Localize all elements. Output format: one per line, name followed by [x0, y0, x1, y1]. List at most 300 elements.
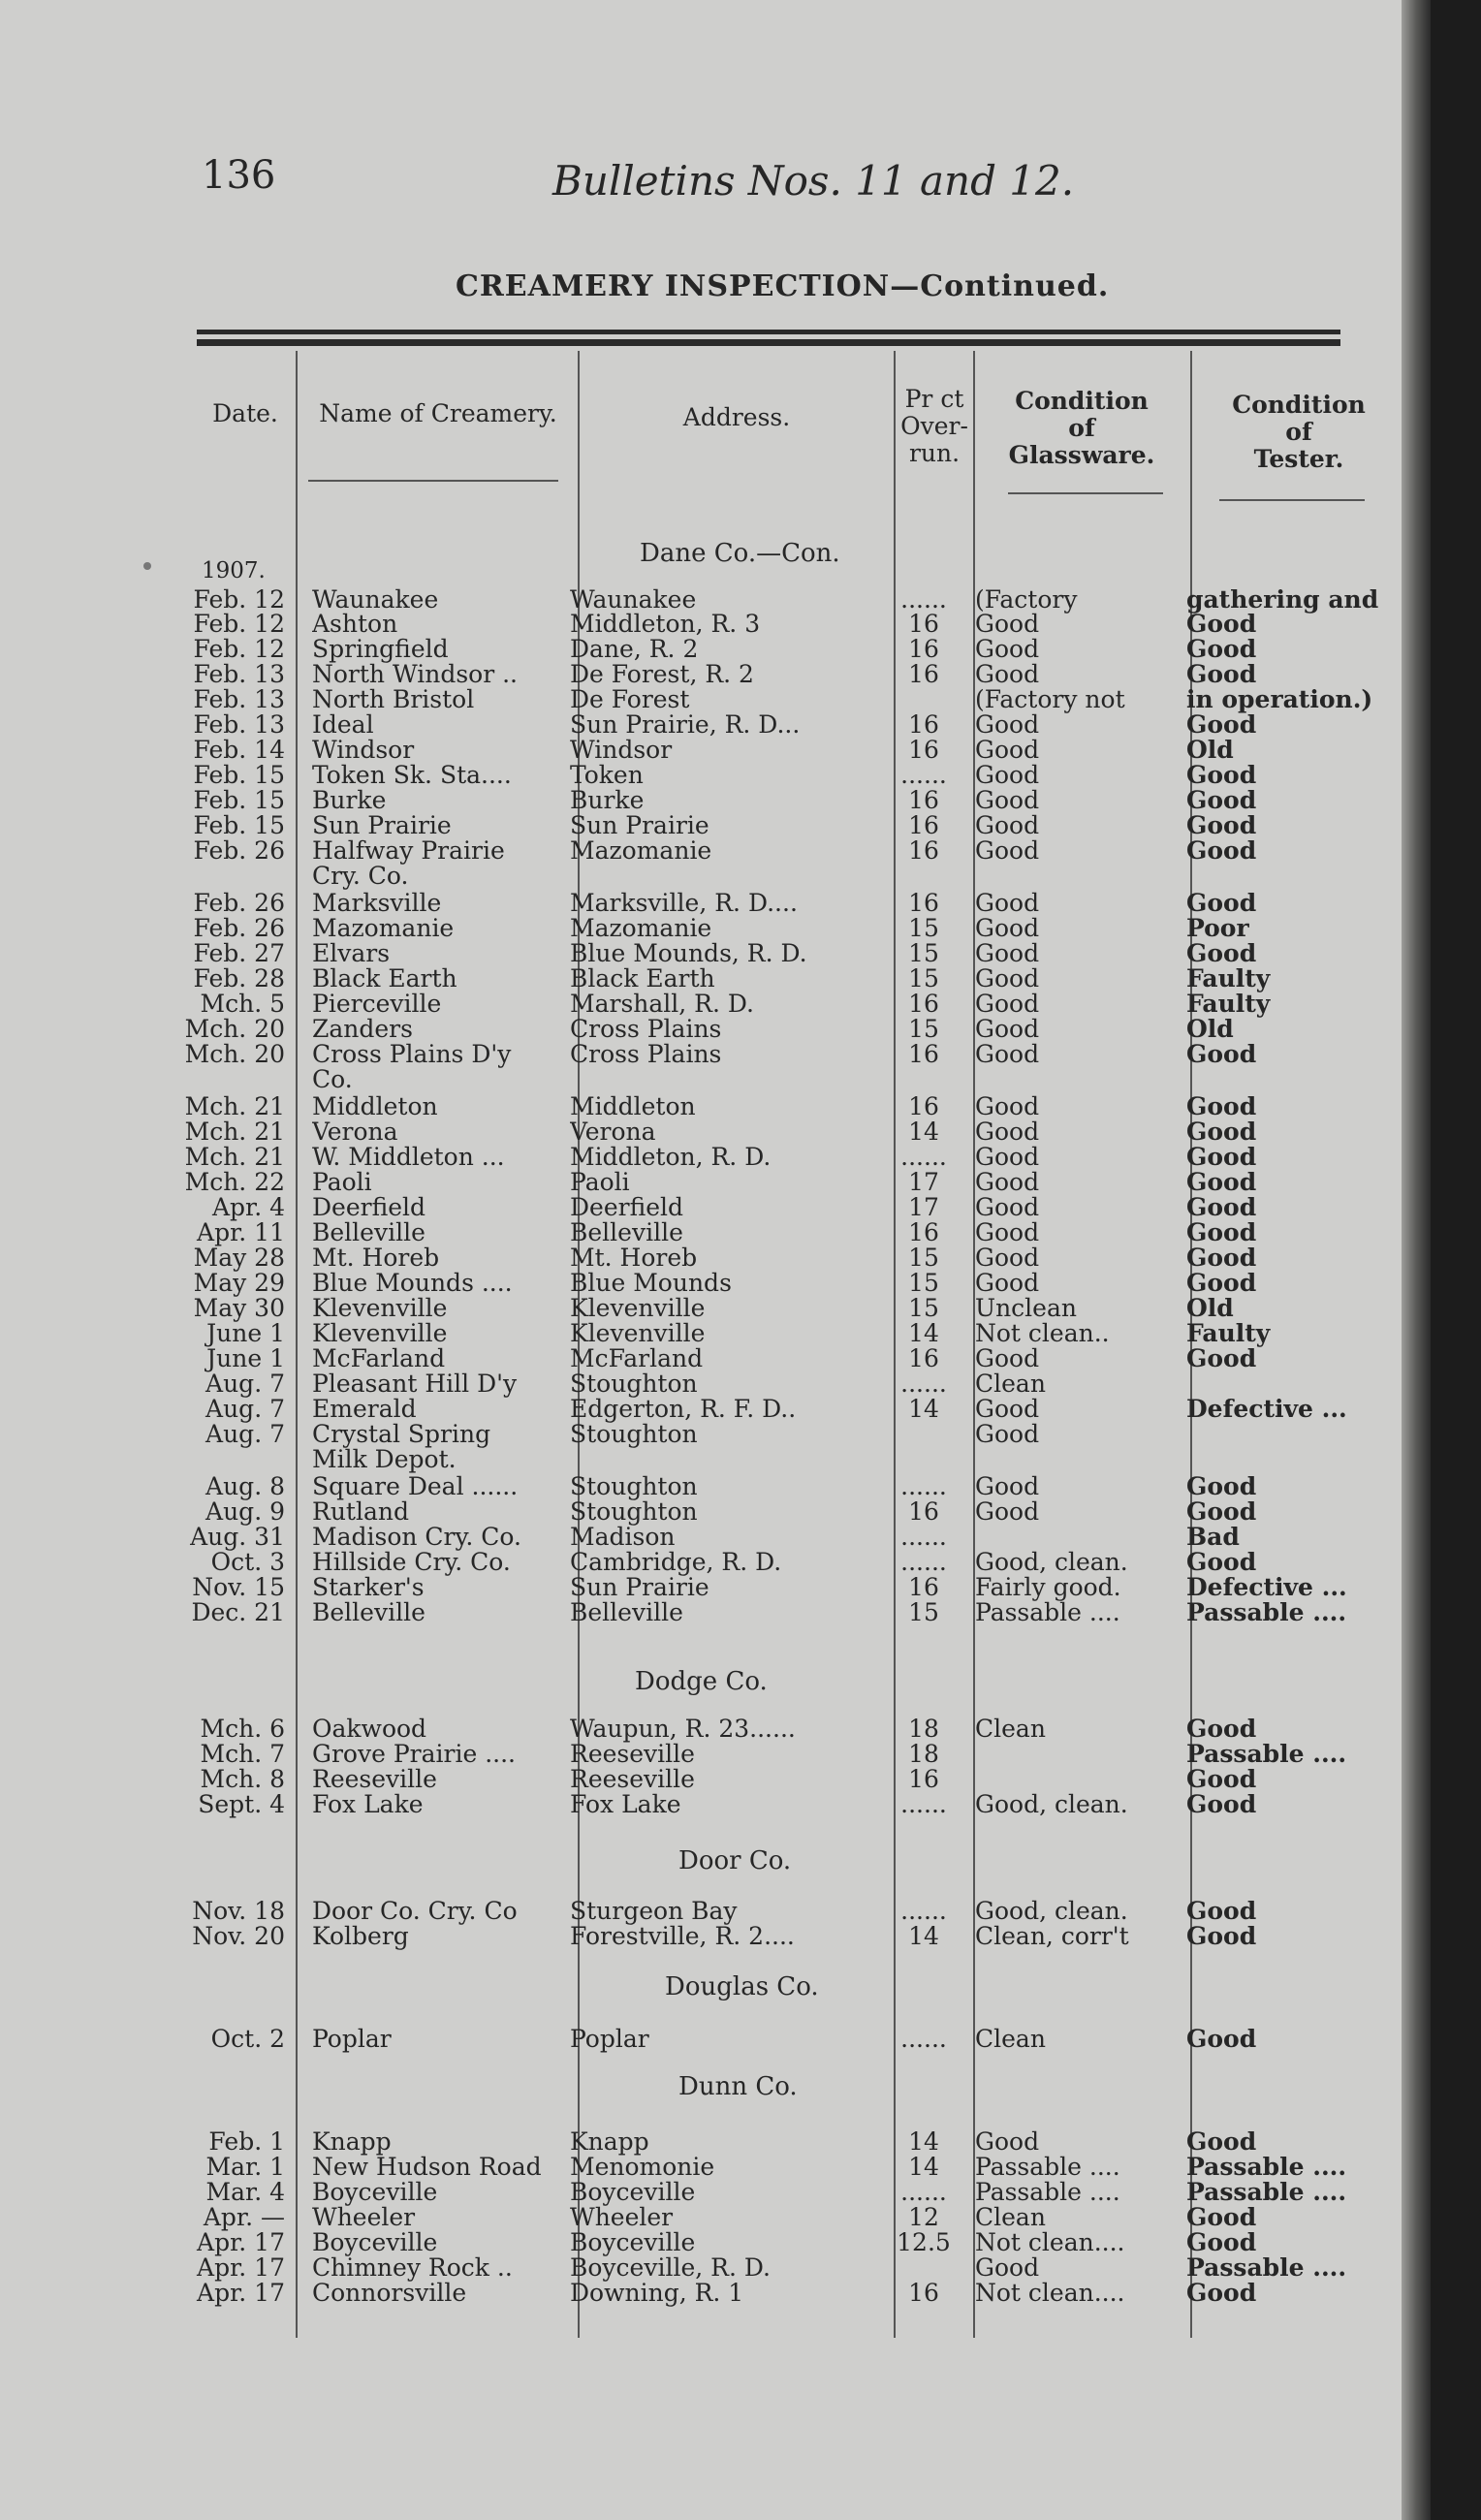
row-creamery-name: Springfield: [312, 636, 449, 663]
row-tester-condition: Good: [1186, 2229, 1257, 2256]
row-tester-condition: Good: [1186, 1118, 1257, 1146]
header-glassware-line: of: [1068, 414, 1095, 442]
row-glassware-condition: Clean: [975, 1716, 1046, 1743]
row-tester-condition: Good: [1186, 1716, 1257, 1743]
row-overrun: 16: [908, 836, 939, 865]
row-address: Boyceville, R. D.: [570, 2254, 771, 2282]
row-glassware-condition: Good: [975, 1169, 1040, 1196]
row-tester-condition: gathering and: [1186, 586, 1379, 614]
row-address: De Forest, R. 2: [570, 661, 754, 688]
row-glassware-condition: Not clean..: [975, 1320, 1110, 1347]
county-heading: Dunn Co.: [678, 2072, 798, 2101]
row-address: Reeseville: [570, 1766, 695, 1793]
row-address: Waunakee: [570, 586, 697, 614]
row-overrun: 16: [908, 2279, 939, 2307]
row-date: Mch. 22: [184, 1168, 285, 1196]
row-creamery-name: Connorsville: [312, 2280, 467, 2307]
row-creamery-name: Deerfield: [312, 1194, 426, 1221]
row-overrun: 16: [908, 736, 939, 764]
row-tester-condition: Good: [1186, 1144, 1257, 1171]
row-address: Sun Prairie: [570, 1574, 709, 1601]
row-glassware-condition: Good: [975, 711, 1040, 739]
row-creamery-name: Middleton: [312, 1093, 438, 1120]
header-overrun-line: run.: [908, 439, 961, 467]
row-tester-condition: Faulty: [1186, 991, 1271, 1018]
row-tester-condition: Passable ....: [1186, 1741, 1347, 1768]
row-date: June 1: [206, 1319, 285, 1347]
row-glassware-condition: Good: [975, 611, 1040, 638]
row-overrun: ......: [900, 2025, 947, 2053]
row-creamery-name: Oakwood: [312, 1716, 427, 1743]
row-date: Oct. 2: [210, 2025, 285, 2053]
row-creamery-name: Crystal Spring: [312, 1421, 491, 1448]
row-creamery-name: Reeseville: [312, 1766, 437, 1793]
row-creamery-name: Co.: [312, 1066, 353, 1093]
row-overrun: 16: [908, 660, 939, 688]
row-creamery-name: McFarland: [312, 1345, 446, 1372]
row-date: Feb. 12: [193, 610, 285, 638]
row-creamery-name: Ashton: [312, 611, 398, 638]
row-tester-condition: Passable ....: [1186, 2154, 1347, 2181]
row-glassware-condition: Good: [975, 2128, 1040, 2156]
row-address: Stoughton: [570, 1370, 698, 1398]
row-address: Verona: [570, 1118, 656, 1146]
row-creamery-name: Wheeler: [312, 2204, 416, 2231]
row-tester-condition: Good: [1186, 1791, 1257, 1818]
row-glassware-condition: Good: [975, 661, 1040, 688]
row-address: Klevenville: [570, 1320, 706, 1347]
row-overrun: 14: [908, 1319, 939, 1347]
row-date: Mch. 20: [184, 1015, 285, 1043]
row-date: Aug. 9: [205, 1497, 285, 1526]
row-glassware-condition: Good: [975, 1345, 1040, 1372]
row-date: Apr. 17: [197, 2279, 285, 2307]
row-tester-condition: Passable ....: [1186, 1599, 1347, 1626]
row-overrun: ......: [900, 1143, 947, 1171]
row-tester-condition: Good: [1186, 661, 1257, 688]
row-address: Sun Prairie, R. D...: [570, 711, 801, 739]
row-creamery-name: Kolberg: [312, 1923, 409, 1950]
row-overrun: 16: [908, 635, 939, 663]
row-tester-condition: Poor: [1186, 915, 1249, 942]
row-overrun: 15: [908, 914, 939, 942]
row-creamery-name: Poplar: [312, 2026, 392, 2053]
row-glassware-condition: Good: [975, 940, 1040, 967]
row-glassware-condition: Good: [975, 1016, 1040, 1043]
row-creamery-name: Mazomanie: [312, 915, 455, 942]
row-glassware-condition: Good: [975, 1473, 1040, 1500]
row-creamery-name: North Windsor ..: [312, 661, 518, 688]
row-overrun: 16: [908, 1344, 939, 1372]
county-heading: Dane Co.—Con.: [640, 539, 840, 568]
row-date: Apr. 11: [197, 1218, 285, 1246]
row-creamery-name: Pleasant Hill D'y: [312, 1370, 518, 1398]
row-creamery-name: Windsor: [312, 737, 415, 764]
page-number: 136: [202, 153, 276, 198]
row-creamery-name: Black Earth: [312, 965, 457, 992]
row-overrun: 15: [908, 1015, 939, 1043]
row-tester-condition: Good: [1186, 2026, 1257, 2053]
row-address: Belleville: [570, 1219, 683, 1246]
row-date: Nov. 15: [192, 1573, 285, 1601]
row-address: Middleton, R. D.: [570, 1144, 772, 1171]
row-address: Paoli: [570, 1169, 630, 1196]
row-date: Aug. 7: [205, 1420, 285, 1448]
row-tester-condition: Good: [1186, 611, 1257, 638]
row-address: Edgerton, R. F. D..: [570, 1396, 797, 1423]
row-tester-condition: Passable ....: [1186, 2254, 1347, 2282]
row-glassware-condition: Good: [975, 1093, 1040, 1120]
row-glassware-condition: Good: [975, 636, 1040, 663]
row-date: Nov. 20: [192, 1922, 285, 1950]
row-address: Stoughton: [570, 1473, 698, 1500]
print-speck: [143, 562, 151, 570]
row-address: Boyceville: [570, 2179, 696, 2206]
row-creamery-name: New Hudson Road: [312, 2154, 542, 2181]
row-overrun: ......: [900, 1897, 947, 1925]
row-overrun: ......: [900, 1548, 947, 1576]
row-tester-condition: Good: [1186, 1923, 1257, 1950]
row-glassware-condition: Good: [975, 1244, 1040, 1272]
row-tester-condition: Bad: [1186, 1524, 1240, 1551]
row-creamery-name: Elvars: [312, 940, 391, 967]
row-address: Downing, R. 1: [570, 2280, 744, 2307]
row-address: Sturgeon Bay: [570, 1898, 738, 1925]
row-creamery-name: Halfway Prairie: [312, 837, 505, 865]
row-glassware-condition: Passable ....: [975, 2179, 1120, 2206]
row-tester-condition: Old: [1186, 737, 1234, 764]
row-tester-condition: Good: [1186, 1898, 1257, 1925]
row-address: Cross Plains: [570, 1016, 722, 1043]
row-creamery-name: Boyceville: [312, 2179, 438, 2206]
row-address: Burke: [570, 787, 645, 814]
row-tester-condition: Defective ...: [1186, 1574, 1347, 1601]
row-creamery-name: Hillside Cry. Co.: [312, 1549, 511, 1576]
row-tester-condition: Passable ....: [1186, 2179, 1347, 2206]
row-date: Feb. 26: [193, 889, 285, 917]
row-overrun: 15: [908, 1244, 939, 1272]
row-glassware-condition: Fairly good.: [975, 1574, 1121, 1601]
row-tester-condition: Good: [1186, 1194, 1257, 1221]
row-tester-condition: Good: [1186, 787, 1257, 814]
row-address: Sun Prairie: [570, 812, 709, 839]
row-date: Feb. 26: [193, 836, 285, 865]
row-glassware-condition: Good, clean.: [975, 1549, 1128, 1576]
row-creamery-name: Door Co. Cry. Co: [312, 1898, 518, 1925]
header-underline: [308, 480, 558, 482]
row-creamery-name: Belleville: [312, 1599, 425, 1626]
row-tester-condition: Good: [1186, 762, 1257, 789]
county-heading: Dodge Co.: [635, 1667, 768, 1696]
row-address: Middleton: [570, 1093, 696, 1120]
row-date: Aug. 7: [205, 1370, 285, 1398]
row-creamery-name: Grove Prairie ....: [312, 1741, 516, 1768]
row-creamery-name: Marksville: [312, 890, 442, 917]
row-creamery-name: Cross Plains D'y: [312, 1041, 512, 1068]
row-overrun: 14: [908, 2153, 939, 2181]
row-date: Feb. 13: [193, 710, 285, 739]
header-underline: [1008, 492, 1163, 494]
row-address: Blue Mounds: [570, 1270, 732, 1297]
row-date: Mar. 1: [205, 2153, 285, 2181]
row-address: Mazomanie: [570, 837, 712, 865]
row-tester-condition: Good: [1186, 2204, 1257, 2231]
header-tester-line: Condition: [1232, 391, 1366, 419]
row-overrun: 16: [908, 786, 939, 814]
row-tester-condition: Good: [1186, 1549, 1257, 1576]
row-address: Madison: [570, 1524, 676, 1551]
row-creamery-name: Sun Prairie: [312, 812, 452, 839]
row-date: May 30: [193, 1294, 285, 1322]
row-address: De Forest: [570, 686, 690, 713]
row-tester-condition: Good: [1186, 1219, 1257, 1246]
row-overrun: 16: [908, 1040, 939, 1068]
row-glassware-condition: Good: [975, 1396, 1040, 1423]
row-glassware-condition: Good, clean.: [975, 1898, 1128, 1925]
row-tester-condition: Good: [1186, 1473, 1257, 1500]
row-date: Feb. 1: [208, 2127, 285, 2156]
row-date: Mch. 20: [184, 1040, 285, 1068]
row-date: Nov. 18: [192, 1897, 285, 1925]
row-creamery-name: Fox Lake: [312, 1791, 424, 1818]
row-tester-condition: Good: [1186, 636, 1257, 663]
row-overrun: 15: [908, 1269, 939, 1297]
row-tester-condition: Good: [1186, 2280, 1257, 2307]
row-creamery-name: Starker's: [312, 1574, 425, 1601]
row-tester-condition: Good: [1186, 1766, 1257, 1793]
row-overrun: 16: [908, 1573, 939, 1601]
row-date: Feb. 28: [193, 964, 285, 992]
row-tester-condition: Faulty: [1186, 965, 1271, 992]
row-glassware-condition: Good: [975, 812, 1040, 839]
row-date: Feb. 15: [193, 761, 285, 789]
row-glassware-condition: Good: [975, 991, 1040, 1018]
row-glassware-condition: Clean: [975, 1370, 1046, 1398]
row-glassware-condition: Good: [975, 1498, 1040, 1526]
row-date: Feb. 12: [193, 585, 285, 614]
header-tester: [1192, 392, 1405, 473]
row-creamery-name: Verona: [312, 1118, 398, 1146]
row-date: Mch. 6: [200, 1715, 285, 1743]
row-creamery-name: Emerald: [312, 1396, 417, 1423]
row-overrun: 16: [908, 1092, 939, 1120]
row-address: Menomonie: [570, 2154, 715, 2181]
row-overrun: 14: [908, 1395, 939, 1423]
header-overrun: [896, 386, 973, 467]
row-overrun: 15: [908, 964, 939, 992]
row-address: Waupun, R. 23......: [570, 1716, 796, 1743]
header-address: Address.: [682, 403, 791, 431]
row-glassware-condition: Good, clean.: [975, 1791, 1128, 1818]
row-creamery-name: Zanders: [312, 1016, 413, 1043]
row-address: Cambridge, R. D.: [570, 1549, 782, 1576]
row-glassware-condition: Good: [975, 2254, 1040, 2282]
header-tester-line: Tester.: [1253, 445, 1344, 473]
row-date: May 29: [193, 1269, 285, 1297]
row-date: Feb. 13: [193, 660, 285, 688]
header-date: Date.: [212, 399, 278, 427]
row-overrun: 14: [908, 1118, 939, 1146]
row-date: Mch. 8: [200, 1765, 285, 1793]
row-overrun: 16: [908, 610, 939, 638]
header-underline: [1219, 499, 1365, 501]
row-overrun: 16: [908, 889, 939, 917]
row-glassware-condition: Good: [975, 1421, 1040, 1448]
row-date: Feb. 27: [193, 939, 285, 967]
row-address: Belleville: [570, 1599, 683, 1626]
row-date: Mch. 5: [200, 990, 285, 1018]
row-tester-condition: Good: [1186, 837, 1257, 865]
row-address: Token: [570, 762, 644, 789]
row-date: Mch. 7: [200, 1740, 285, 1768]
row-creamery-name: Belleville: [312, 1219, 425, 1246]
row-overrun: 14: [908, 1922, 939, 1950]
row-overrun: 15: [908, 1294, 939, 1322]
row-overrun: 16: [908, 1497, 939, 1526]
row-creamery-name: Chimney Rock ..: [312, 2254, 513, 2282]
row-address: Cross Plains: [570, 1041, 722, 1068]
row-tester-condition: Defective ...: [1186, 1396, 1347, 1423]
row-creamery-name: Knapp: [312, 2128, 392, 2156]
header-rule-bottom: [197, 339, 1340, 346]
column-divider: [296, 351, 298, 2338]
row-overrun: ......: [900, 1472, 947, 1500]
row-creamery-name: Klevenville: [312, 1295, 448, 1322]
row-glassware-condition: Good: [975, 1194, 1040, 1221]
row-creamery-name: Paoli: [312, 1169, 372, 1196]
county-heading: Door Co.: [678, 1846, 792, 1875]
row-tester-condition: Good: [1186, 890, 1257, 917]
row-tester-condition: Good: [1186, 940, 1257, 967]
row-tester-condition: in operation.): [1186, 686, 1373, 713]
row-overrun: 12: [908, 2203, 939, 2231]
row-tester-condition: Faulty: [1186, 1320, 1271, 1347]
row-glassware-condition: Good: [975, 762, 1040, 789]
row-creamery-name: North Bristol: [312, 686, 475, 713]
header-rule-top: [197, 330, 1340, 334]
row-overrun: 16: [908, 811, 939, 839]
row-glassware-condition: (Factory: [975, 586, 1078, 614]
row-tester-condition: Good: [1186, 1244, 1257, 1272]
row-address: Forestville, R. 2....: [570, 1923, 795, 1950]
row-glassware-condition: Clean: [975, 2026, 1046, 2053]
row-address: Knapp: [570, 2128, 649, 2156]
year-label: 1907.: [202, 558, 266, 583]
row-date: Apr. 17: [197, 2253, 285, 2282]
row-glassware-condition: Good: [975, 787, 1040, 814]
row-date: Feb. 14: [193, 736, 285, 764]
row-date: Apr. —: [203, 2203, 285, 2231]
row-date: Apr. 4: [211, 1193, 285, 1221]
row-overrun: ......: [900, 1370, 947, 1398]
row-overrun: ......: [900, 2178, 947, 2206]
row-date: Apr. 17: [197, 2228, 285, 2256]
row-address: Middleton, R. 3: [570, 611, 761, 638]
row-glassware-condition: Unclean: [975, 1295, 1077, 1322]
row-address: Windsor: [570, 737, 673, 764]
row-creamery-name: Pierceville: [312, 991, 442, 1018]
row-date: Sept. 4: [198, 1790, 285, 1818]
section-title: CREAMERY INSPECTION—Continued.: [456, 269, 1110, 303]
row-overrun: 15: [908, 939, 939, 967]
row-address: Wheeler: [570, 2204, 674, 2231]
row-overrun: 15: [908, 1598, 939, 1626]
row-overrun: 14: [908, 2127, 939, 2156]
row-tester-condition: Good: [1186, 1345, 1257, 1372]
running-head: Bulletins Nos. 11 and 12.: [552, 157, 1075, 205]
row-address: Marksville, R. D....: [570, 890, 798, 917]
row-glassware-condition: Passable ....: [975, 2154, 1120, 2181]
row-tester-condition: Good: [1186, 1270, 1257, 1297]
row-overrun: 18: [908, 1740, 939, 1768]
row-date: Mch. 21: [184, 1118, 285, 1146]
row-creamery-name: Burke: [312, 787, 387, 814]
row-address: Mt. Horeb: [570, 1244, 698, 1272]
row-creamery-name: Boyceville: [312, 2229, 438, 2256]
row-date: Feb. 15: [193, 786, 285, 814]
row-tester-condition: Good: [1186, 1093, 1257, 1120]
row-creamery-name: Rutland: [312, 1498, 409, 1526]
row-date: Feb. 15: [193, 811, 285, 839]
row-overrun: 17: [908, 1193, 939, 1221]
row-glassware-condition: Good: [975, 915, 1040, 942]
row-glassware-condition: Good: [975, 890, 1040, 917]
row-creamery-name: Milk Depot.: [312, 1446, 457, 1473]
row-address: Fox Lake: [570, 1791, 681, 1818]
row-tester-condition: Good: [1186, 1041, 1257, 1068]
row-creamery-name: Blue Mounds ....: [312, 1270, 513, 1297]
row-glassware-condition: Good: [975, 837, 1040, 865]
row-glassware-condition: Good: [975, 1041, 1040, 1068]
row-address: Poplar: [570, 2026, 649, 2053]
row-address: McFarland: [570, 1345, 704, 1372]
county-heading: Douglas Co.: [665, 1972, 819, 2001]
row-overrun: ......: [900, 1790, 947, 1818]
row-creamery-name: Madison Cry. Co.: [312, 1524, 521, 1551]
row-address: Stoughton: [570, 1421, 698, 1448]
row-creamery-name: Ideal: [312, 711, 374, 739]
row-date: Aug. 31: [190, 1523, 285, 1551]
row-glassware-condition: Clean, corr't: [975, 1923, 1129, 1950]
header-tester-line: of: [1285, 418, 1312, 446]
row-creamery-name: W. Middleton ...: [312, 1144, 505, 1171]
row-tester-condition: Good: [1186, 711, 1257, 739]
row-address: Reeseville: [570, 1741, 695, 1768]
row-address: Dane, R. 2: [570, 636, 699, 663]
row-overrun: 16: [908, 990, 939, 1018]
row-creamery-name: Waunakee: [312, 586, 439, 614]
row-tester-condition: Good: [1186, 812, 1257, 839]
row-overrun: 16: [908, 1765, 939, 1793]
row-overrun: 16: [908, 1218, 939, 1246]
row-date: Aug. 7: [205, 1395, 285, 1423]
row-glassware-condition: Good: [975, 965, 1040, 992]
row-glassware-condition: Passable ....: [975, 1599, 1120, 1626]
row-date: Feb. 26: [193, 914, 285, 942]
row-date: Feb. 13: [193, 685, 285, 713]
row-overrun: ......: [900, 761, 947, 789]
row-tester-condition: Old: [1186, 1016, 1234, 1043]
row-date: Mch. 21: [184, 1143, 285, 1171]
row-date: Mch. 21: [184, 1092, 285, 1120]
row-glassware-condition: Good: [975, 1270, 1040, 1297]
row-glassware-condition: (Factory not: [975, 686, 1125, 713]
row-glassware-condition: Good: [975, 1144, 1040, 1171]
row-date: Oct. 3: [210, 1548, 285, 1576]
row-date: June 1: [206, 1344, 285, 1372]
header-glassware-line: Glassware.: [1008, 441, 1155, 469]
header-overrun-line: Over-: [900, 412, 968, 440]
